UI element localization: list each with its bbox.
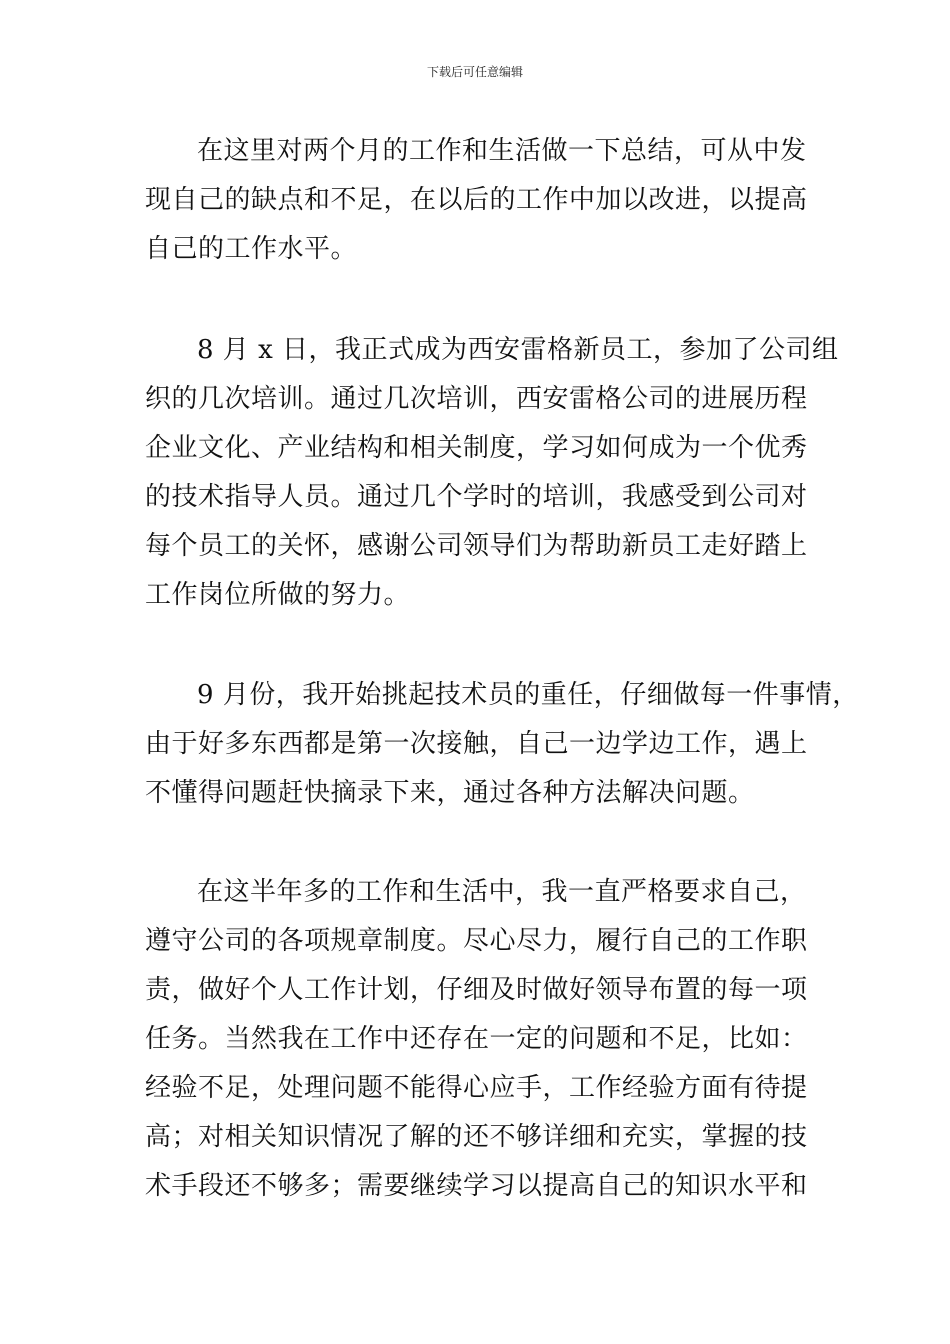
paragraph-line: 织的几次培训。通过几次培训，西安雷格公司的进展历程: [145, 384, 808, 414]
paragraph-4: [145, 868, 810, 1211]
paragraph-line: 不懂得问题赶快摘录下来，通过各种方法解决问题。: [145, 778, 755, 808]
paragraph-3: [145, 671, 859, 818]
paragraph-line: 高；对相关知识情况了解的还不够详细和充实，掌握的技: [145, 1122, 808, 1152]
paragraph-line: 在这里对两个月的工作和生活做一下总结，可从中发: [197, 136, 807, 166]
paragraph-line: 责，做好个人工作计划，仔细及时做好领导布置的每一项: [145, 975, 808, 1005]
paragraph-1: [145, 127, 810, 274]
paragraph-line: 经验不足，处理问题不能得心应手，工作经验方面有待提: [145, 1073, 808, 1103]
paragraph-line: 每个员工的关怀，感谢公司领导们为帮助新员工走好踏上: [145, 531, 808, 561]
paragraph-line: 术手段还不够多；需要继续学习以提高自己的知识水平和: [145, 1171, 808, 1201]
paragraph-line: 8 月 x 日，我正式成为西安雷格新员工，参加了公司组: [197, 335, 839, 365]
paragraph-line: 遵守公司的各项规章制度。尽心尽力，履行自己的工作职: [145, 926, 808, 956]
paragraph-line: 自己的工作水平。: [145, 234, 358, 264]
paragraph-line: 任务。当然我在工作中还存在一定的问题和不足，比如：: [145, 1024, 808, 1054]
paragraph-line: 企业文化、产业结构和相关制度，学习如何成为一个优秀: [145, 433, 808, 463]
paragraph-line: 现自己的缺点和不足，在以后的工作中加以改进，以提高: [145, 185, 808, 215]
page-header: 下载后可任意编辑: [426, 65, 523, 79]
paragraph-line: 由于好多东西都是第一次接触，自己一边学边工作，遇上: [145, 729, 808, 759]
paragraph-line: 9 月份，我开始挑起技术员的重任，仔细做每一件事情，: [197, 680, 859, 710]
paragraph-2: [145, 326, 839, 620]
paragraph-line: 在这半年多的工作和生活中，我一直严格要求自己，: [197, 877, 807, 907]
paragraph-line: 的技术指导人员。通过几个学时的培训，我感受到公司对: [145, 482, 808, 512]
paragraph-line: 工作岗位所做的努力。: [145, 580, 411, 610]
